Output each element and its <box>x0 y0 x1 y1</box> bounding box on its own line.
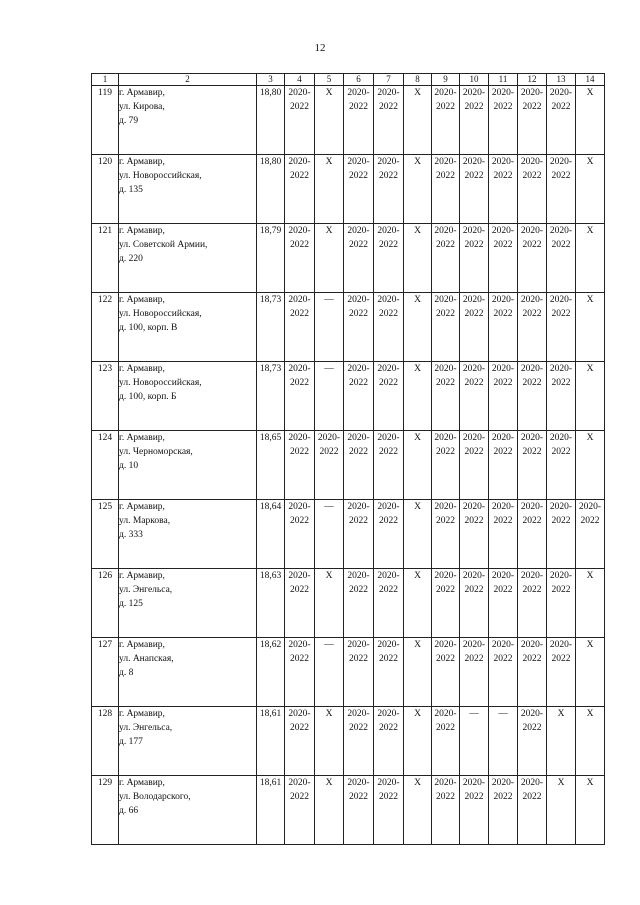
row-cell: 2020- 2022 <box>489 293 518 362</box>
row-cell: 2020- 2022 <box>285 86 315 155</box>
row-cell: 2020- 2022 <box>489 500 518 569</box>
row-cell: 2020- 2022 <box>460 569 489 638</box>
row-address: г. Армавир, ул. Черноморская, д. 10 <box>119 431 257 500</box>
row-cell: 2020- 2022 <box>432 224 460 293</box>
row-cell: 2020- 2022 <box>518 155 547 224</box>
row-cell: X <box>404 431 432 500</box>
row-cell: 2020- 2022 <box>374 155 404 224</box>
table-row <box>92 224 605 293</box>
row-cell: — <box>315 293 344 362</box>
row-cell: X <box>576 155 605 224</box>
row-cell: 2020- 2022 <box>489 638 518 707</box>
row-cell: 2020- 2022 <box>374 500 404 569</box>
row-cell: 2020- 2022 <box>344 776 374 845</box>
table-row <box>92 155 605 224</box>
row-address: г. Армавир, ул. Маркова, д. 333 <box>119 500 257 569</box>
row-value: 18,64 <box>257 500 285 569</box>
row-cell: — <box>315 362 344 431</box>
row-value: 18,63 <box>257 569 285 638</box>
table-row <box>92 431 605 500</box>
row-cell: 2020- 2022 <box>285 707 315 776</box>
table-row <box>92 500 605 569</box>
row-value: 18,62 <box>257 638 285 707</box>
row-cell: 2020- 2022 <box>489 155 518 224</box>
row-cell: 2020- 2022 <box>374 293 404 362</box>
row-cell: 2020- 2022 <box>547 293 576 362</box>
row-cell: X <box>404 86 432 155</box>
row-cell: X <box>315 86 344 155</box>
row-cell: 2020- 2022 <box>576 500 605 569</box>
row-cell: 2020- 2022 <box>518 224 547 293</box>
row-cell: 2020- 2022 <box>374 431 404 500</box>
column-number: 14 <box>576 74 605 86</box>
table-row <box>92 569 605 638</box>
row-cell: 2020- 2022 <box>547 431 576 500</box>
table-row <box>92 707 605 776</box>
row-cell: 2020- 2022 <box>460 776 489 845</box>
row-cell: 2020- 2022 <box>460 293 489 362</box>
row-cell: 2020- 2022 <box>432 293 460 362</box>
row-cell: 2020- 2022 <box>285 776 315 845</box>
column-number: 4 <box>285 74 315 86</box>
row-index: 122 <box>92 293 119 362</box>
row-cell: 2020- 2022 <box>344 86 374 155</box>
table-row <box>92 293 605 362</box>
row-cell: X <box>404 707 432 776</box>
row-cell: X <box>576 776 605 845</box>
row-cell: 2020- 2022 <box>344 224 374 293</box>
column-number-row <box>92 74 605 86</box>
row-cell: 2020- 2022 <box>374 362 404 431</box>
row-value: 18,73 <box>257 293 285 362</box>
row-cell: 2020- 2022 <box>344 638 374 707</box>
row-cell: X <box>576 707 605 776</box>
row-index: 125 <box>92 500 119 569</box>
row-cell: 2020- 2022 <box>432 155 460 224</box>
row-value: 18,65 <box>257 431 285 500</box>
column-number: 10 <box>460 74 489 86</box>
row-cell: 2020- 2022 <box>518 293 547 362</box>
row-address: г. Армавир, ул. Анапская, д. 8 <box>119 638 257 707</box>
row-cell: 2020- 2022 <box>344 431 374 500</box>
column-number: 8 <box>404 74 432 86</box>
row-cell: 2020- 2022 <box>432 362 460 431</box>
row-value: 18,79 <box>257 224 285 293</box>
row-cell: 2020- 2022 <box>518 431 547 500</box>
table-row <box>92 86 605 155</box>
row-value: 18,80 <box>257 155 285 224</box>
page-number: 12 <box>314 42 326 54</box>
row-address: г. Армавир, ул. Новороссийская, д. 100, корп. В <box>119 293 257 362</box>
row-cell: 2020- 2022 <box>374 86 404 155</box>
row-cell: 2020- 2022 <box>285 293 315 362</box>
row-cell: — <box>315 638 344 707</box>
row-cell: 2020- 2022 <box>460 224 489 293</box>
row-cell: X <box>576 431 605 500</box>
row-address: г. Армавир, ул. Володарского, д. 66 <box>119 776 257 845</box>
row-address: г. Армавир, ул. Новороссийская, д. 135 <box>119 155 257 224</box>
row-cell: 2020- 2022 <box>344 293 374 362</box>
row-cell: — <box>489 707 518 776</box>
row-cell: 2020- 2022 <box>518 776 547 845</box>
row-value: 18,61 <box>257 776 285 845</box>
row-cell: 2020- 2022 <box>285 431 315 500</box>
row-cell: 2020- 2022 <box>285 224 315 293</box>
row-cell: X <box>315 707 344 776</box>
row-cell: X <box>404 776 432 845</box>
row-cell: 2020- 2022 <box>547 569 576 638</box>
row-cell: X <box>547 707 576 776</box>
row-cell: 2020- 2022 <box>432 569 460 638</box>
row-value: 18,80 <box>257 86 285 155</box>
row-cell: 2020- 2022 <box>374 776 404 845</box>
row-cell: 2020- 2022 <box>547 155 576 224</box>
row-cell: 2020- 2022 <box>285 500 315 569</box>
row-cell: 2020- 2022 <box>460 155 489 224</box>
row-index: 121 <box>92 224 119 293</box>
row-index: 123 <box>92 362 119 431</box>
column-number: 9 <box>432 74 460 86</box>
row-cell: 2020- 2022 <box>344 569 374 638</box>
row-cell: — <box>315 500 344 569</box>
row-cell: X <box>315 155 344 224</box>
row-cell: X <box>576 638 605 707</box>
column-number: 6 <box>344 74 374 86</box>
row-cell: X <box>576 569 605 638</box>
column-number: 7 <box>374 74 404 86</box>
row-cell: 2020- 2022 <box>460 638 489 707</box>
row-cell: X <box>576 86 605 155</box>
document-table <box>91 73 605 845</box>
row-index: 129 <box>92 776 119 845</box>
row-cell: 2020- 2022 <box>344 500 374 569</box>
row-cell: — <box>460 707 489 776</box>
row-cell: 2020- 2022 <box>344 707 374 776</box>
row-cell: 2020- 2022 <box>489 569 518 638</box>
row-cell: 2020- 2022 <box>344 155 374 224</box>
row-cell: 2020- 2022 <box>518 638 547 707</box>
row-cell: 2020- 2022 <box>285 569 315 638</box>
column-number: 1 <box>92 74 119 86</box>
row-cell: X <box>315 224 344 293</box>
column-number: 2 <box>119 74 257 86</box>
row-cell: X <box>576 362 605 431</box>
row-cell: 2020- 2022 <box>374 638 404 707</box>
row-index: 126 <box>92 569 119 638</box>
row-cell: 2020- 2022 <box>285 155 315 224</box>
row-cell: 2020- 2022 <box>489 86 518 155</box>
row-cell: X <box>576 224 605 293</box>
row-cell: 2020- 2022 <box>489 362 518 431</box>
row-value: 18,61 <box>257 707 285 776</box>
row-cell: 2020- 2022 <box>547 86 576 155</box>
column-number: 5 <box>315 74 344 86</box>
row-cell: X <box>404 362 432 431</box>
row-index: 119 <box>92 86 119 155</box>
row-cell: 2020- 2022 <box>489 224 518 293</box>
row-index: 124 <box>92 431 119 500</box>
row-address: г. Армавир, ул. Энгельса, д. 125 <box>119 569 257 638</box>
row-cell: 2020- 2022 <box>432 431 460 500</box>
row-cell: 2020- 2022 <box>460 362 489 431</box>
row-cell: 2020- 2022 <box>432 86 460 155</box>
row-cell: 2020- 2022 <box>547 224 576 293</box>
row-cell: X <box>404 155 432 224</box>
row-cell: 2020- 2022 <box>315 431 344 500</box>
row-address: г. Армавир, ул. Кирова, д. 79 <box>119 86 257 155</box>
row-index: 127 <box>92 638 119 707</box>
row-cell: 2020- 2022 <box>518 362 547 431</box>
row-cell: X <box>315 569 344 638</box>
row-address: г. Армавир, ул. Энгельса, д. 177 <box>119 707 257 776</box>
row-cell: 2020- 2022 <box>489 431 518 500</box>
row-cell: 2020- 2022 <box>518 707 547 776</box>
row-cell: 2020- 2022 <box>374 569 404 638</box>
row-cell: X <box>404 224 432 293</box>
row-cell: 2020- 2022 <box>489 776 518 845</box>
row-cell: 2020- 2022 <box>460 86 489 155</box>
row-cell: X <box>404 569 432 638</box>
row-cell: 2020- 2022 <box>374 707 404 776</box>
column-number: 11 <box>489 74 518 86</box>
row-cell: 2020- 2022 <box>285 362 315 431</box>
column-number: 13 <box>547 74 576 86</box>
row-cell: X <box>404 500 432 569</box>
row-index: 128 <box>92 707 119 776</box>
column-number: 12 <box>518 74 547 86</box>
table-row <box>92 776 605 845</box>
row-cell: 2020- 2022 <box>547 362 576 431</box>
row-address: г. Армавир, ул. Новороссийская, д. 100, корп. Б <box>119 362 257 431</box>
row-index: 120 <box>92 155 119 224</box>
row-cell: X <box>576 293 605 362</box>
table-row <box>92 638 605 707</box>
row-cell: 2020- 2022 <box>344 362 374 431</box>
row-cell: 2020- 2022 <box>432 707 460 776</box>
row-cell: 2020- 2022 <box>518 500 547 569</box>
row-cell: 2020- 2022 <box>460 431 489 500</box>
row-cell: X <box>315 776 344 845</box>
row-cell: X <box>404 638 432 707</box>
column-number: 3 <box>257 74 285 86</box>
row-cell: 2020- 2022 <box>518 569 547 638</box>
row-cell: 2020- 2022 <box>547 500 576 569</box>
row-address: г. Армавир, ул. Советской Армии, д. 220 <box>119 224 257 293</box>
row-cell: 2020- 2022 <box>460 500 489 569</box>
row-value: 18,73 <box>257 362 285 431</box>
row-cell: 2020- 2022 <box>432 638 460 707</box>
row-cell: 2020- 2022 <box>518 86 547 155</box>
table-row <box>92 362 605 431</box>
row-cell: 2020- 2022 <box>285 638 315 707</box>
row-cell: X <box>547 776 576 845</box>
row-cell: 2020- 2022 <box>547 638 576 707</box>
row-cell: 2020- 2022 <box>432 500 460 569</box>
row-cell: 2020- 2022 <box>432 776 460 845</box>
row-cell: X <box>404 293 432 362</box>
row-cell: 2020- 2022 <box>374 224 404 293</box>
